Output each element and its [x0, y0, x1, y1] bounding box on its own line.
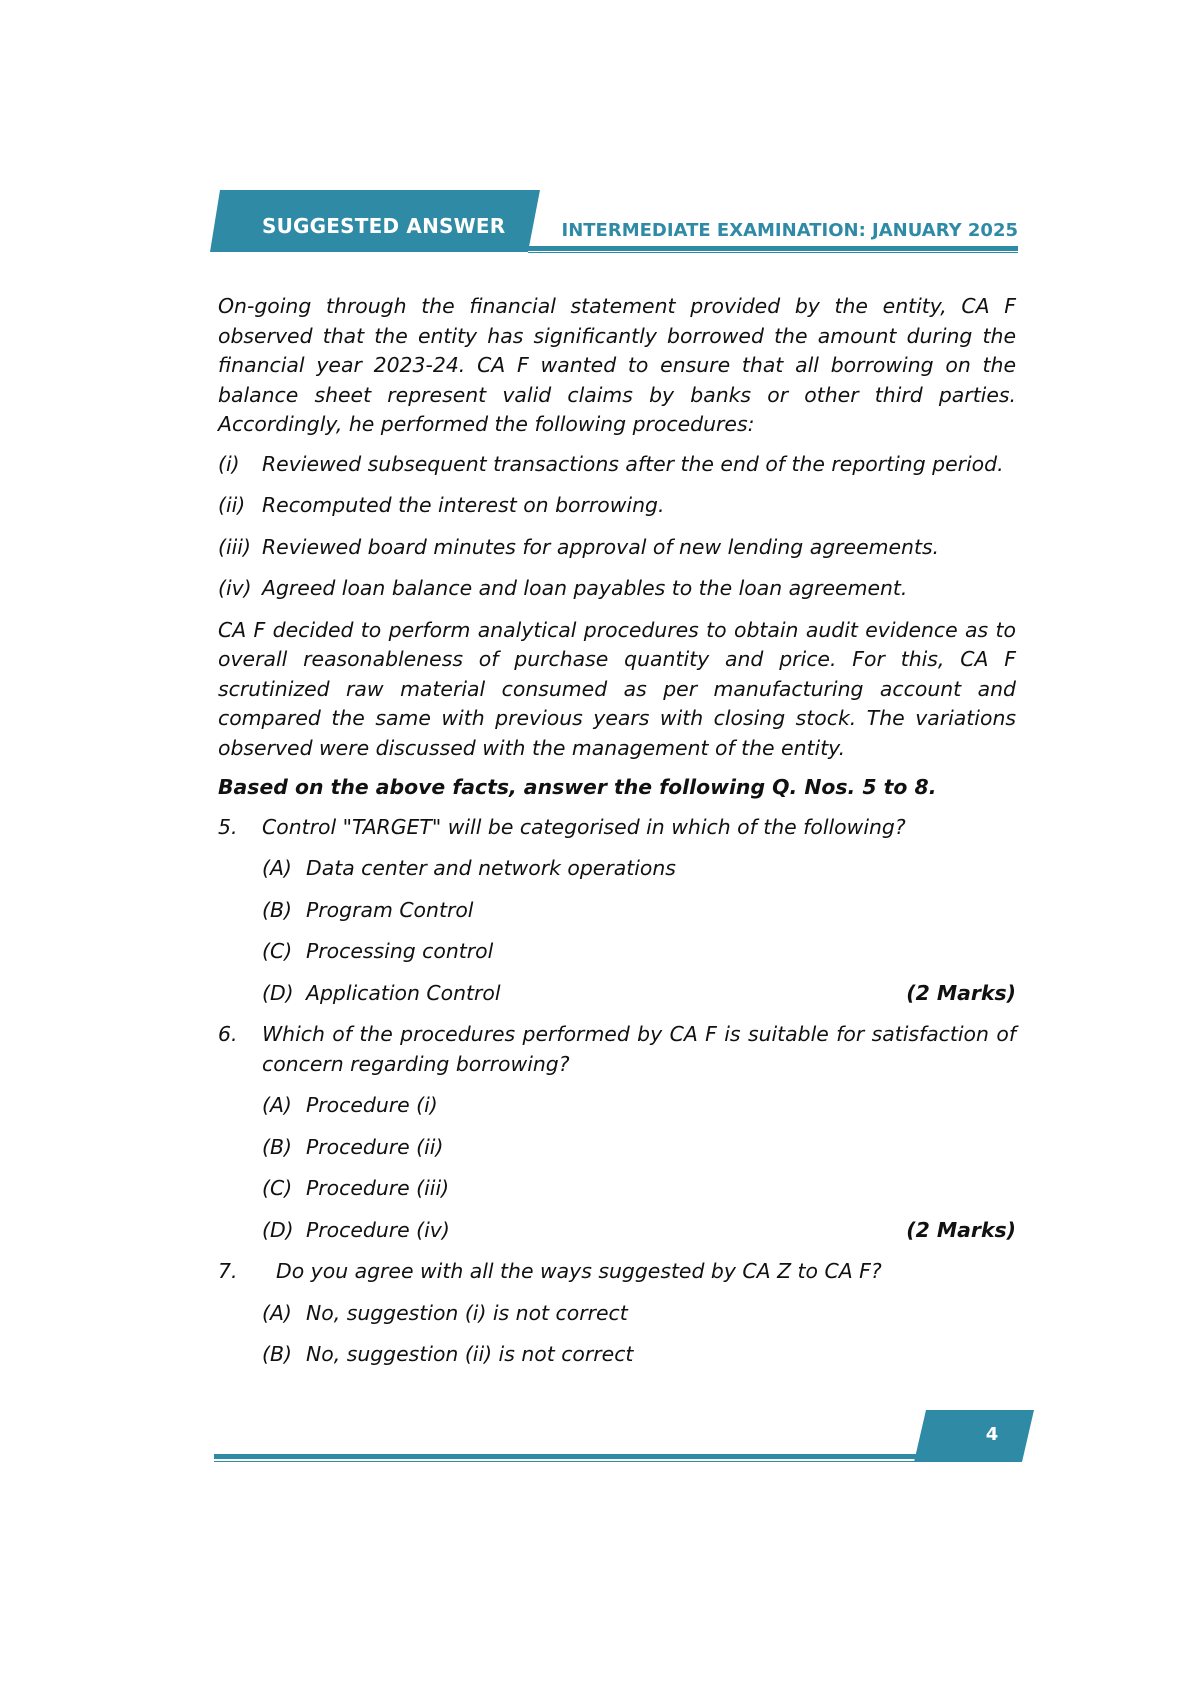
procedure-number: (iv) — [218, 576, 252, 600]
page-header — [210, 190, 1018, 256]
footer-rule — [214, 1454, 1020, 1459]
procedure-text: Recomputed the interest on borrowing. — [262, 493, 665, 517]
option-text: Processing control — [306, 939, 494, 963]
option-letter: (B) — [262, 897, 292, 922]
option-item — [262, 1299, 1016, 1329]
option-text: Procedure (iv) — [306, 1217, 450, 1242]
option-item — [262, 1174, 1016, 1204]
option-text: Procedure (i) — [306, 1093, 438, 1117]
question-text: Which of the procedures performed by CA F is suitable for satisfaction of concern regarding borrowing? — [262, 1022, 1016, 1076]
option-text: Application Control — [306, 980, 501, 1005]
footer-rule-thin — [214, 1461, 1020, 1462]
procedure-text: Agreed loan balance and loan payables to the loan agreement. — [262, 576, 908, 600]
option-text: Data center and network operations — [306, 856, 676, 880]
procedure-item — [218, 450, 1016, 480]
option-letter: (A) — [262, 856, 292, 880]
option-item — [262, 1340, 1016, 1370]
analytical-paragraph: CA F decided to perform analytical procedures to obtain audit evidence as to overall reasonableness of purchase quantity and price. For this, CA F scrutinized raw material consumed as per manufacturing account and compared the same with previous years with closing stock. The variations observed were discussed with the management of the entity. — [218, 617, 1016, 760]
page-content — [218, 292, 1016, 1382]
procedure-number: (iii) — [218, 534, 251, 559]
question-7 — [218, 1257, 1016, 1287]
marks-label: (2 Marks) — [906, 1217, 1016, 1242]
option-text: No, suggestion (i) is not correct — [306, 1300, 628, 1325]
procedure-item — [218, 491, 1016, 521]
option-text: Procedure (ii) — [306, 1134, 444, 1159]
procedure-number: (i) — [218, 451, 240, 476]
option-letter: (D) — [262, 1217, 294, 1242]
procedure-item — [218, 574, 1016, 604]
option-text: Program Control — [306, 897, 474, 922]
marks-label: (2 Marks) — [906, 980, 1016, 1005]
option-item — [262, 1216, 1016, 1246]
option-letter: (A) — [262, 1300, 292, 1325]
procedure-number: (ii) — [218, 493, 246, 517]
header-tab-label: SUGGESTED ANSWER — [262, 214, 506, 238]
question-number: 6. — [218, 1022, 238, 1046]
option-letter: (C) — [262, 939, 293, 963]
procedure-text: Reviewed subsequent transactions after the end of the reporting period. — [262, 451, 1004, 476]
option-item — [262, 1091, 1016, 1121]
page-number: 4 — [985, 1424, 999, 1445]
exam-title: INTERMEDIATE EXAMINATION: JANUARY 2025 — [561, 220, 1018, 241]
option-letter: (B) — [262, 1134, 292, 1159]
option-letter: (A) — [262, 1093, 292, 1117]
option-text: Procedure (iii) — [306, 1176, 450, 1200]
question-text: Do you agree with all the ways suggested by CA Z to CA F? — [276, 1259, 882, 1283]
option-letter: (D) — [262, 980, 294, 1005]
header-rule-thin — [528, 252, 1018, 253]
procedure-item — [218, 533, 1016, 563]
header-rule — [528, 246, 1018, 251]
question-5 — [218, 813, 1016, 843]
option-item — [262, 1133, 1016, 1163]
option-item — [262, 979, 1016, 1009]
page-footer — [214, 1410, 1034, 1470]
option-letter: (C) — [262, 1176, 293, 1200]
question-number: 7. — [218, 1259, 238, 1283]
instruction-heading: Based on the above facts, answer the following Q. Nos. 5 to 8. — [218, 775, 937, 799]
procedure-text: Reviewed board minutes for approval of new lending agreements. — [262, 534, 940, 559]
question-text: Control "TARGET" will be categorised in which of the following? — [262, 814, 906, 839]
option-letter: (B) — [262, 1342, 292, 1366]
option-item — [262, 896, 1016, 926]
intro-paragraph: On-going through the financial statement provided by the entity, CA F observed that the entity has significantly borrowed the amount during the financial year 2023-24. CA F wanted to ensure that all borrowing on the balance sheet represent valid claims by banks or other third parties. Accordingly, he performed the following procedures: — [218, 294, 1016, 436]
question-6 — [218, 1020, 1016, 1079]
question-number: 5. — [218, 814, 238, 839]
option-text: No, suggestion (ii) is not correct — [306, 1342, 634, 1366]
option-item — [262, 854, 1016, 884]
option-item — [262, 937, 1016, 967]
